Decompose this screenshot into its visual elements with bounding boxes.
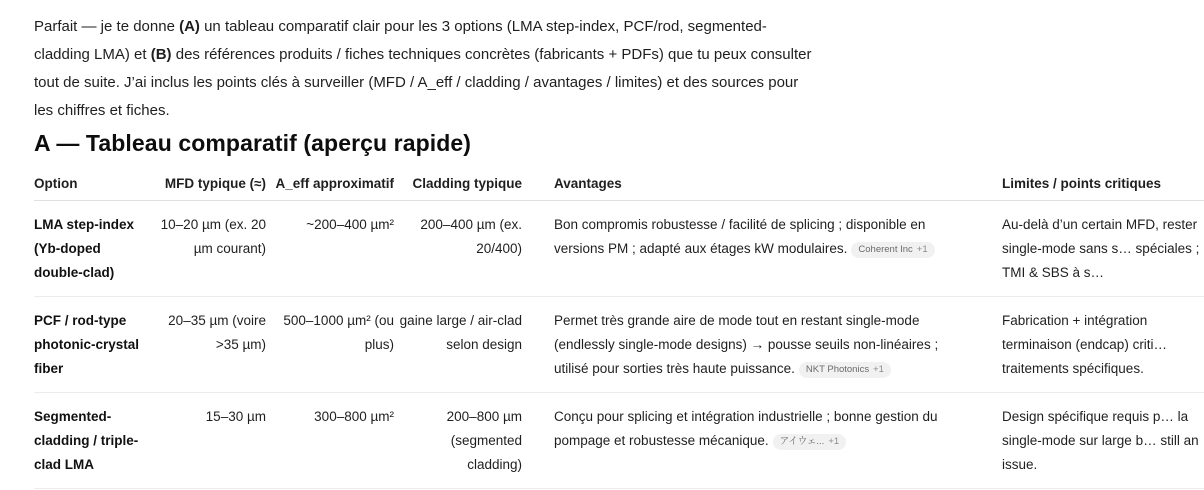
intro-paragraph — [34, 13, 814, 125]
header-option: Option — [34, 172, 146, 201]
cell-limites: Design spécifique requis p… la single-mode sur large b… still an issue. — [970, 393, 1204, 489]
intro-label-a: (A) — [179, 18, 200, 35]
header-avantages: Avantages — [522, 172, 970, 201]
source-chip-count: +1 — [873, 364, 884, 375]
source-chip-label: Coherent Inc — [858, 244, 913, 255]
intro-label-b: (B) — [150, 46, 172, 63]
cell-limites: Fabrication + intégration terminaison (endcap) criti… traitements spécifiques. — [970, 297, 1204, 393]
comparison-table — [34, 172, 1204, 489]
cell-mfd: 15–30 µm — [146, 393, 266, 489]
header-limites: Limites / points critiques — [970, 172, 1204, 201]
intro-text-3: des références produits / fiches techniques concrètes (fabricants + PDFs) que tu peux consulter tout de suite. J’ai inclus les points clés à surveiller (MFD / A_eff / cladding / avantages / limites) et des sources pour les chiffres et fiches. — [34, 46, 812, 119]
table-row — [34, 393, 1204, 489]
table-header-row — [34, 172, 1204, 201]
cell-cladding: gaine large / air-clad selon design — [394, 297, 522, 393]
source-chip-count: +1 — [916, 244, 928, 255]
section-heading: A — Tableau comparatif (aperçu rapide) — [34, 130, 472, 156]
avantages-text: Conçu pour splicing et intégration industrielle ; bonne gestion du pompage et robustesse mécanique. — [554, 409, 938, 448]
header-mfd: MFD typique (≈) — [146, 172, 266, 201]
cell-limites: Au-delà d’un certain MFD, rester single-mode sans s… spéciales ; TMI & SBS à s… — [970, 201, 1204, 297]
header-cladding: Cladding typique — [394, 172, 522, 201]
cell-avantages — [522, 297, 970, 393]
source-chip-label: アイウェ... — [779, 436, 825, 447]
cell-aeff: 500–1000 µm² (ou plus) — [266, 297, 394, 393]
source-chip[interactable] — [799, 362, 891, 378]
avantages-text: Permet très grande aire de mode tout en restant single-mode (endlessly single-mode designs) → pousse seuils non-linéaires ; utilisé pour sorties très haute puissance. — [554, 313, 939, 376]
cell-cladding: 200–800 µm (segmented cladding) — [394, 393, 522, 489]
cell-mfd: 20–35 µm (voire >35 µm) — [146, 297, 266, 393]
cell-avantages — [522, 201, 970, 297]
intro-text-2: un tableau comparatif clair pour les 3 options (LMA step-index, PCF/rod, segmented-cladding LMA) et — [34, 18, 767, 63]
table-row — [34, 201, 1204, 297]
cell-cladding: 200–400 µm (ex. 20/400) — [394, 201, 522, 297]
source-chip-count: +1 — [828, 436, 840, 447]
cell-option: PCF / rod-type photonic-crystal fiber — [34, 297, 146, 393]
cell-aeff: ~200–400 µm² — [266, 201, 394, 297]
cell-aeff: 300–800 µm² — [266, 393, 394, 489]
source-chip-label: NKT Photonics — [805, 364, 870, 375]
source-chip[interactable] — [773, 434, 847, 450]
cell-option: LMA step-index (Yb-doped double-clad) — [34, 201, 146, 297]
table-row — [34, 297, 1204, 393]
header-aeff: A_eff approximatif — [266, 172, 394, 201]
cell-avantages — [522, 393, 970, 489]
cell-option: Segmented-cladding / triple-clad LMA — [34, 393, 146, 489]
avantages-text: Bon compromis robustesse / facilité de splicing ; disponible en versions PM ; adapté aux étages kW modulaires. — [554, 217, 926, 256]
cell-mfd: 10–20 µm (ex. 20 µm courant) — [146, 201, 266, 297]
intro-text-1: Parfait — je te donne — [34, 18, 180, 35]
source-chip[interactable] — [851, 242, 934, 258]
